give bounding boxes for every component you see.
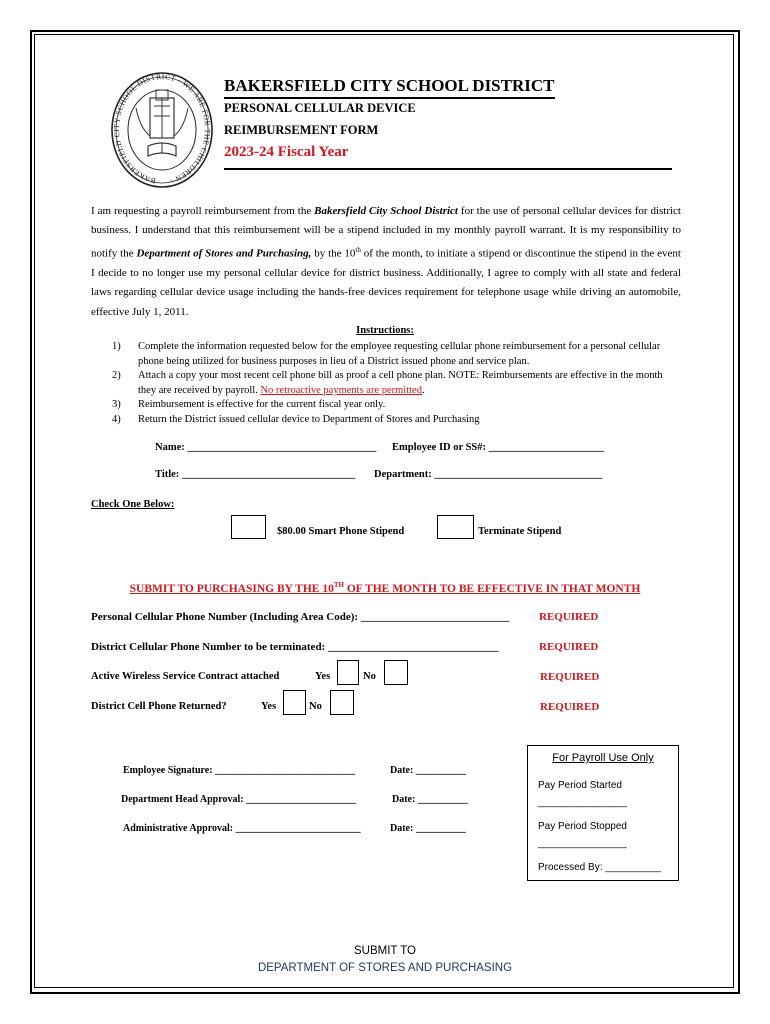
instruction-item: 4) Return the District issued cellular device to Department of Stores and Purchasing bbox=[112, 413, 480, 425]
fiscal-year: 2023-24 Fiscal Year bbox=[224, 144, 349, 160]
smart-phone-stipend-label: $80.00 Smart Phone Stipend bbox=[277, 526, 405, 537]
instruction-item: 2) Attach a copy your most recent cell phone bill as proof a cell phone plan. NOTE: Reimbursements are effective in the month they are received by payroll. No retroactive payments are permitted. bbox=[112, 370, 663, 396]
pay-period-stopped-label: Pay Period Stopped bbox=[538, 821, 627, 832]
required-badge: REQUIRED bbox=[539, 611, 599, 623]
processed-by-field[interactable]: Processed By: __________ bbox=[538, 862, 661, 873]
department-head-field[interactable]: Department Head Approval: ______________________ bbox=[121, 794, 357, 805]
title-field[interactable]: Title: _________________________________ bbox=[155, 469, 356, 480]
department-field[interactable]: Department: ________________________________ bbox=[374, 469, 603, 480]
district-title: BAKERSFIELD CITY SCHOOL DISTRICT bbox=[224, 76, 555, 99]
department-head-date-field[interactable]: Date: __________ bbox=[392, 794, 468, 805]
district-name-emphasis: Bakersfield City School District bbox=[314, 205, 458, 217]
admin-date-field[interactable]: Date: __________ bbox=[390, 823, 466, 834]
intro-paragraph: I am requesting a payroll reimbursement from the Bakersfield City School District for the use of personal cellular devices for district business. I understand that this reimbursement will be a stipend included in my monthly payroll warrant. It is my responsibility to notify the Department of Stores and Purchasing, by the 10th of the month, to initiate a stipend or discontinue the stipend in the event I decide to no longer use my personal cellular device for district business. Additionally, I agree to comply with all state and federal laws regarding cellular device usage including the hands-free devices requirement for telephone usage while driving an automobile, effective July 1, 2011. bbox=[91, 205, 681, 318]
name-field[interactable]: Name: ____________________________________ bbox=[155, 442, 377, 453]
required-badge: REQUIRED bbox=[539, 641, 599, 653]
required-badge: REQUIRED bbox=[540, 671, 600, 683]
footer-department: DEPARTMENT OF STORES AND PURCHASING bbox=[257, 962, 513, 974]
form-title-line2: REIMBURSEMENT FORM bbox=[224, 123, 379, 137]
header-divider bbox=[224, 168, 672, 170]
personal-phone-field[interactable]: Personal Cellular Phone Number (Including Area Code): ___________________________ bbox=[91, 611, 510, 623]
check-one-heading: Check One Below: bbox=[91, 499, 175, 510]
employee-signature-field[interactable]: Employee Signature: ____________________________ bbox=[123, 765, 356, 776]
returned-yes-label: Yes bbox=[261, 701, 277, 712]
returned-no-label: No bbox=[309, 701, 322, 712]
district-phone-field[interactable]: District Cellular Phone Number to be terminated: _______________________________ bbox=[91, 641, 499, 653]
pay-period-stopped-field[interactable]: ________________ bbox=[538, 838, 627, 849]
form-title-line1: PERSONAL CELLULAR DEVICE bbox=[224, 101, 416, 115]
instructions-heading: Instructions: bbox=[356, 325, 414, 336]
department-emphasis: Department of Stores and Purchasing, bbox=[136, 247, 312, 260]
terminate-stipend-label: Terminate Stipend bbox=[478, 526, 562, 537]
required-badge: REQUIRED bbox=[540, 701, 600, 713]
payroll-use-box bbox=[527, 745, 679, 881]
contract-label: Active Wireless Service Contract attached bbox=[91, 671, 280, 682]
phone-returned-label: District Cell Phone Returned? bbox=[91, 701, 227, 712]
contract-yes-label: Yes bbox=[315, 671, 331, 682]
district-seal-logo bbox=[110, 72, 214, 190]
pay-period-started-field[interactable]: ________________ bbox=[538, 797, 627, 808]
contract-no-checkbox[interactable] bbox=[384, 660, 408, 685]
payroll-heading: For Payroll Use Only bbox=[552, 752, 654, 764]
instruction-item: 1) Complete the information requested below for the employee requesting cellular phone reimbursement for a personal cellular phone being utilized for business purposes in lieu of a District issued phone and service plan. bbox=[112, 341, 661, 367]
administrative-approval-field[interactable]: Administrative Approval: _________________________ bbox=[123, 823, 361, 834]
terminate-stipend-checkbox[interactable] bbox=[437, 515, 474, 539]
instructions-list bbox=[112, 340, 672, 428]
returned-yes-checkbox[interactable] bbox=[283, 690, 306, 715]
employee-id-field[interactable]: Employee ID or SS#: ______________________ bbox=[392, 442, 605, 453]
footer-submit-to: SUBMIT TO bbox=[354, 945, 416, 957]
smart-phone-stipend-checkbox[interactable] bbox=[231, 515, 266, 539]
submit-deadline-notice: SUBMIT TO PURCHASING BY THE 10TH OF THE MONTH TO BE EFFECTIVE IN THAT MONTH bbox=[129, 581, 641, 595]
svg-text:BAKERSFIELD CITY SCHOOL DISTRI: BAKERSFIELD CITY SCHOOL DISTRICT · WE ARE FOR THE CHILDREN · bbox=[112, 72, 213, 186]
employee-date-field[interactable]: Date: __________ bbox=[390, 765, 466, 776]
no-retroactive-note: No retroactive payments are permitted bbox=[260, 384, 422, 396]
pay-period-started-label: Pay Period Started bbox=[538, 780, 622, 791]
contract-no-label: No bbox=[363, 671, 376, 682]
instruction-item: 3) Reimbursement is effective for the current fiscal year only. bbox=[112, 399, 386, 411]
returned-no-checkbox[interactable] bbox=[330, 690, 354, 715]
contract-yes-checkbox[interactable] bbox=[337, 660, 359, 685]
